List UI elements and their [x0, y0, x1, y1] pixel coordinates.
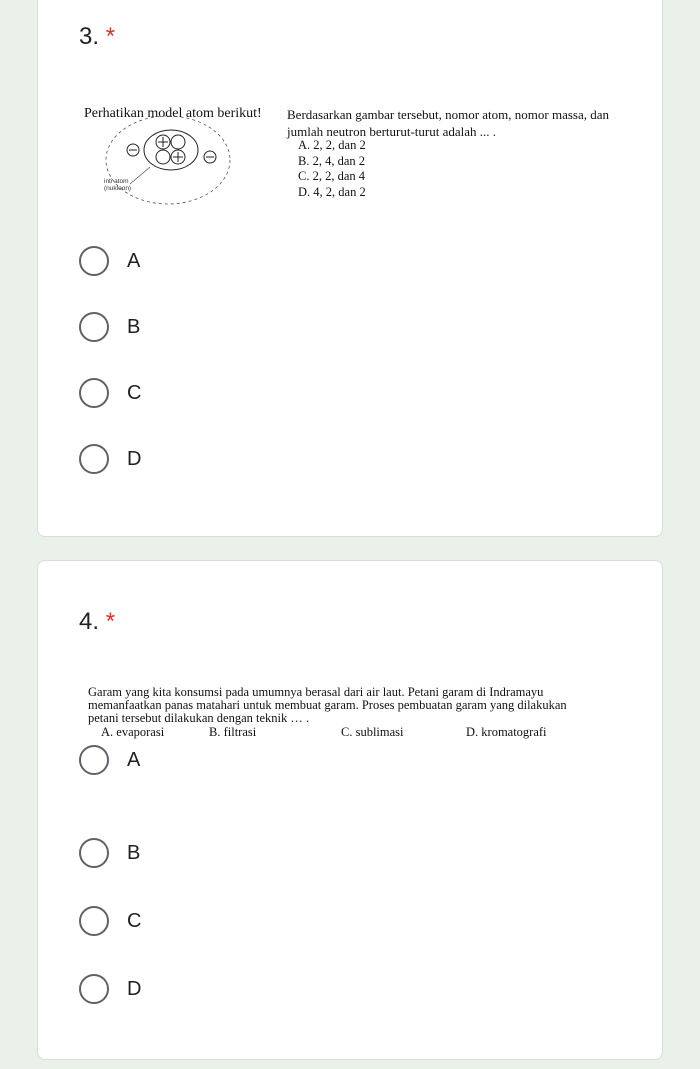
- image-choices: A. 2, 2, dan 2 B. 2, 4, dan 2 C. 2, 2, dan 4 D. 4, 2, dan 2: [298, 138, 366, 200]
- question-card-3: [37, 0, 663, 537]
- option-label: C: [127, 909, 142, 932]
- neutron-icon: [171, 135, 185, 149]
- option-label: B: [127, 315, 141, 338]
- question-image: [88, 685, 628, 747]
- option-a[interactable]: [79, 245, 140, 277]
- option-label: D: [127, 977, 142, 1000]
- option-b[interactable]: [79, 837, 140, 869]
- choice-c-text: C. sublimasi: [341, 725, 404, 739]
- option-label: D: [127, 447, 142, 470]
- radio-button[interactable]: [79, 378, 109, 408]
- radio-button[interactable]: [79, 246, 109, 276]
- option-d[interactable]: [79, 443, 141, 475]
- radio-button[interactable]: [79, 444, 109, 474]
- option-label: B: [127, 841, 141, 864]
- proton-icon: [156, 135, 170, 149]
- image-intro-text: Perhatikan model atom berikut!: [84, 106, 262, 121]
- required-asterisk: *: [105, 23, 116, 50]
- radio-button[interactable]: [79, 745, 109, 775]
- choice-b-text: B. filtrasi: [209, 725, 257, 739]
- atom-model-diagram: [78, 112, 248, 212]
- radio-button[interactable]: [79, 974, 109, 1004]
- passage-line: memanfaatkan panas matahari untuk membuat garam. Proses pembuatan garam yang dilakukan: [88, 698, 567, 712]
- question-number: 4.: [79, 608, 100, 635]
- option-b[interactable]: [79, 311, 140, 343]
- nucleus-label: inti atom (nukleon): [104, 178, 132, 192]
- image-question-text: Berdasarkan gambar tersebut, nomor atom, nomor massa, dan jumlah neutron berturut-turut adalah ... .: [287, 107, 610, 139]
- option-label: A: [127, 249, 141, 272]
- question-number: 3.: [79, 23, 100, 50]
- option-c[interactable]: [79, 377, 141, 409]
- proton-icon: [171, 150, 185, 164]
- choice-d-text: D. kromatografi: [466, 725, 547, 739]
- electron-icon: [127, 144, 139, 156]
- question-title: [79, 23, 115, 51]
- required-asterisk: *: [105, 608, 116, 635]
- option-d[interactable]: [79, 973, 141, 1005]
- choice-a-text: A. evaporasi: [101, 725, 165, 739]
- radio-button[interactable]: [79, 906, 109, 936]
- option-label: A: [127, 748, 141, 771]
- option-a[interactable]: [79, 744, 140, 776]
- neutron-icon: [156, 150, 170, 164]
- radio-button[interactable]: [79, 838, 109, 868]
- passage-line: petani tersebut dilakukan dengan teknik … .: [88, 711, 310, 725]
- question-title: [79, 608, 115, 636]
- option-c[interactable]: [79, 905, 141, 937]
- question-image: [78, 106, 648, 231]
- nucleus-boundary: [144, 130, 198, 170]
- option-label: C: [127, 381, 142, 404]
- radio-button[interactable]: [79, 312, 109, 342]
- question-card-4: [37, 560, 663, 1060]
- passage-line: Garam yang kita konsumsi pada umumnya berasal dari air laut. Petani garam di Indramayu: [88, 685, 544, 699]
- electron-icon: [204, 151, 216, 163]
- nucleus-pointer: [130, 167, 150, 184]
